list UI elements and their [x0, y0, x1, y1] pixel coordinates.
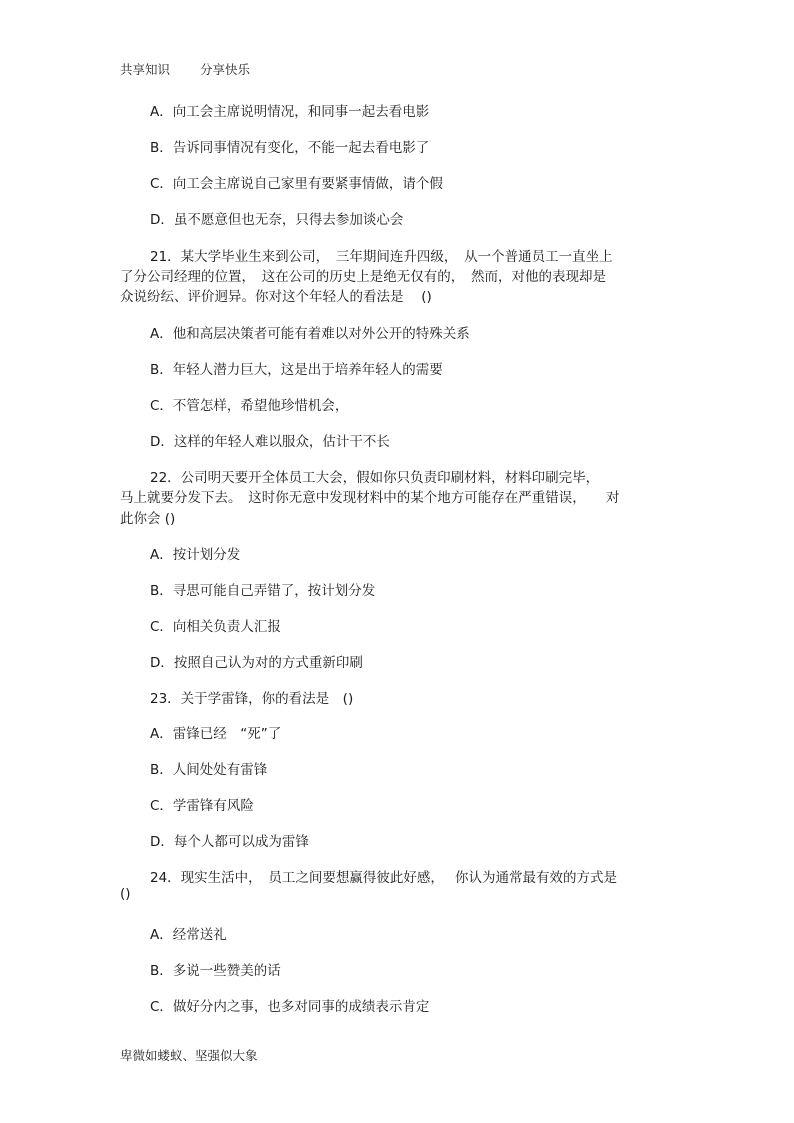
q22-option-c: C．向相关负责人汇报 [150, 619, 281, 635]
q24-option-b: B．多说一些赞美的话 [150, 963, 281, 979]
q21-line-1: 21．某大学毕业生来到公司， 三年期间连升四级， 从一个普通员工一直坐上 [150, 249, 613, 265]
q23-option-b: B．人间处处有雷锋 [150, 762, 268, 778]
q24-option-c: C．做好分内之事，也多对同事的成绩表示肯定 [150, 999, 430, 1015]
q21-option-d: D．这样的年轻人难以服众，估计干不长 [150, 434, 390, 450]
q24-line-1: 24．现实生活中， 员工之间要想赢得彼此好感， 你认为通常最有效的方式是 [150, 870, 617, 886]
q24-line-2: () [120, 886, 131, 902]
prev-option-a: A．向工会主席说明情况，和同事一起去看电影 [150, 104, 430, 120]
prev-option-c: C．向工会主席说自己家里有要紧事情做，请个假 [150, 176, 443, 192]
q21-line-3: 众说纷纭、评价迥异。你对这个年轻人的看法是 () [120, 289, 432, 305]
page-footer: 卑微如蝼蚁、坚强似大象 [120, 1048, 258, 1063]
q24-option-a: A．经常送礼 [150, 927, 227, 943]
q22-option-d: D．按照自己认为对的方式重新印刷 [150, 655, 363, 671]
q23-option-d: D．每个人都可以成为雷锋 [150, 834, 309, 850]
q22-line-2: 马上就要分发下去。 这时你无意中发现材料中的某个地方可能存在严重错误， 对 [120, 490, 620, 506]
q21-option-a: A．他和高层决策者可能有着难以对外公开的特殊关系 [150, 326, 470, 342]
q22-option-b: B．寻思可能自己弄错了，按计划分发 [150, 583, 376, 599]
q22-line-1: 22．公司明天要开全体员工大会，假如你只负责印刷材料，材料印刷完毕， [150, 470, 600, 486]
q21-option-c: C．不管怎样，希望他珍惜机会， [150, 398, 349, 414]
q22-option-a: A．按计划分发 [150, 547, 241, 563]
q21-option-b: B．年轻人潜力巨大，这是出于培养年轻人的需要 [150, 362, 443, 378]
header-left-text: 共享知识 [120, 62, 171, 77]
page-header [120, 60, 276, 78]
prev-option-d: D．虽不愿意但也无奈，只得去参加谈心会 [150, 212, 404, 228]
q23-line-1: 23．关于学雷锋，你的看法是 () [150, 691, 354, 707]
q23-option-c: C．学雷锋有风险 [150, 798, 254, 814]
q22-line-3: 此你会 () [120, 511, 176, 527]
header-right-text: 分享快乐 [200, 62, 251, 77]
q21-line-2: 了分公司经理的位置， 这在公司的历史上是绝无仅有的， 然而，对他的表现却是 [120, 269, 606, 285]
prev-option-b: B．告诉同事情况有变化，不能一起去看电影了 [150, 140, 430, 156]
q23-option-a: A．雷锋已经 “死”了 [150, 726, 282, 742]
